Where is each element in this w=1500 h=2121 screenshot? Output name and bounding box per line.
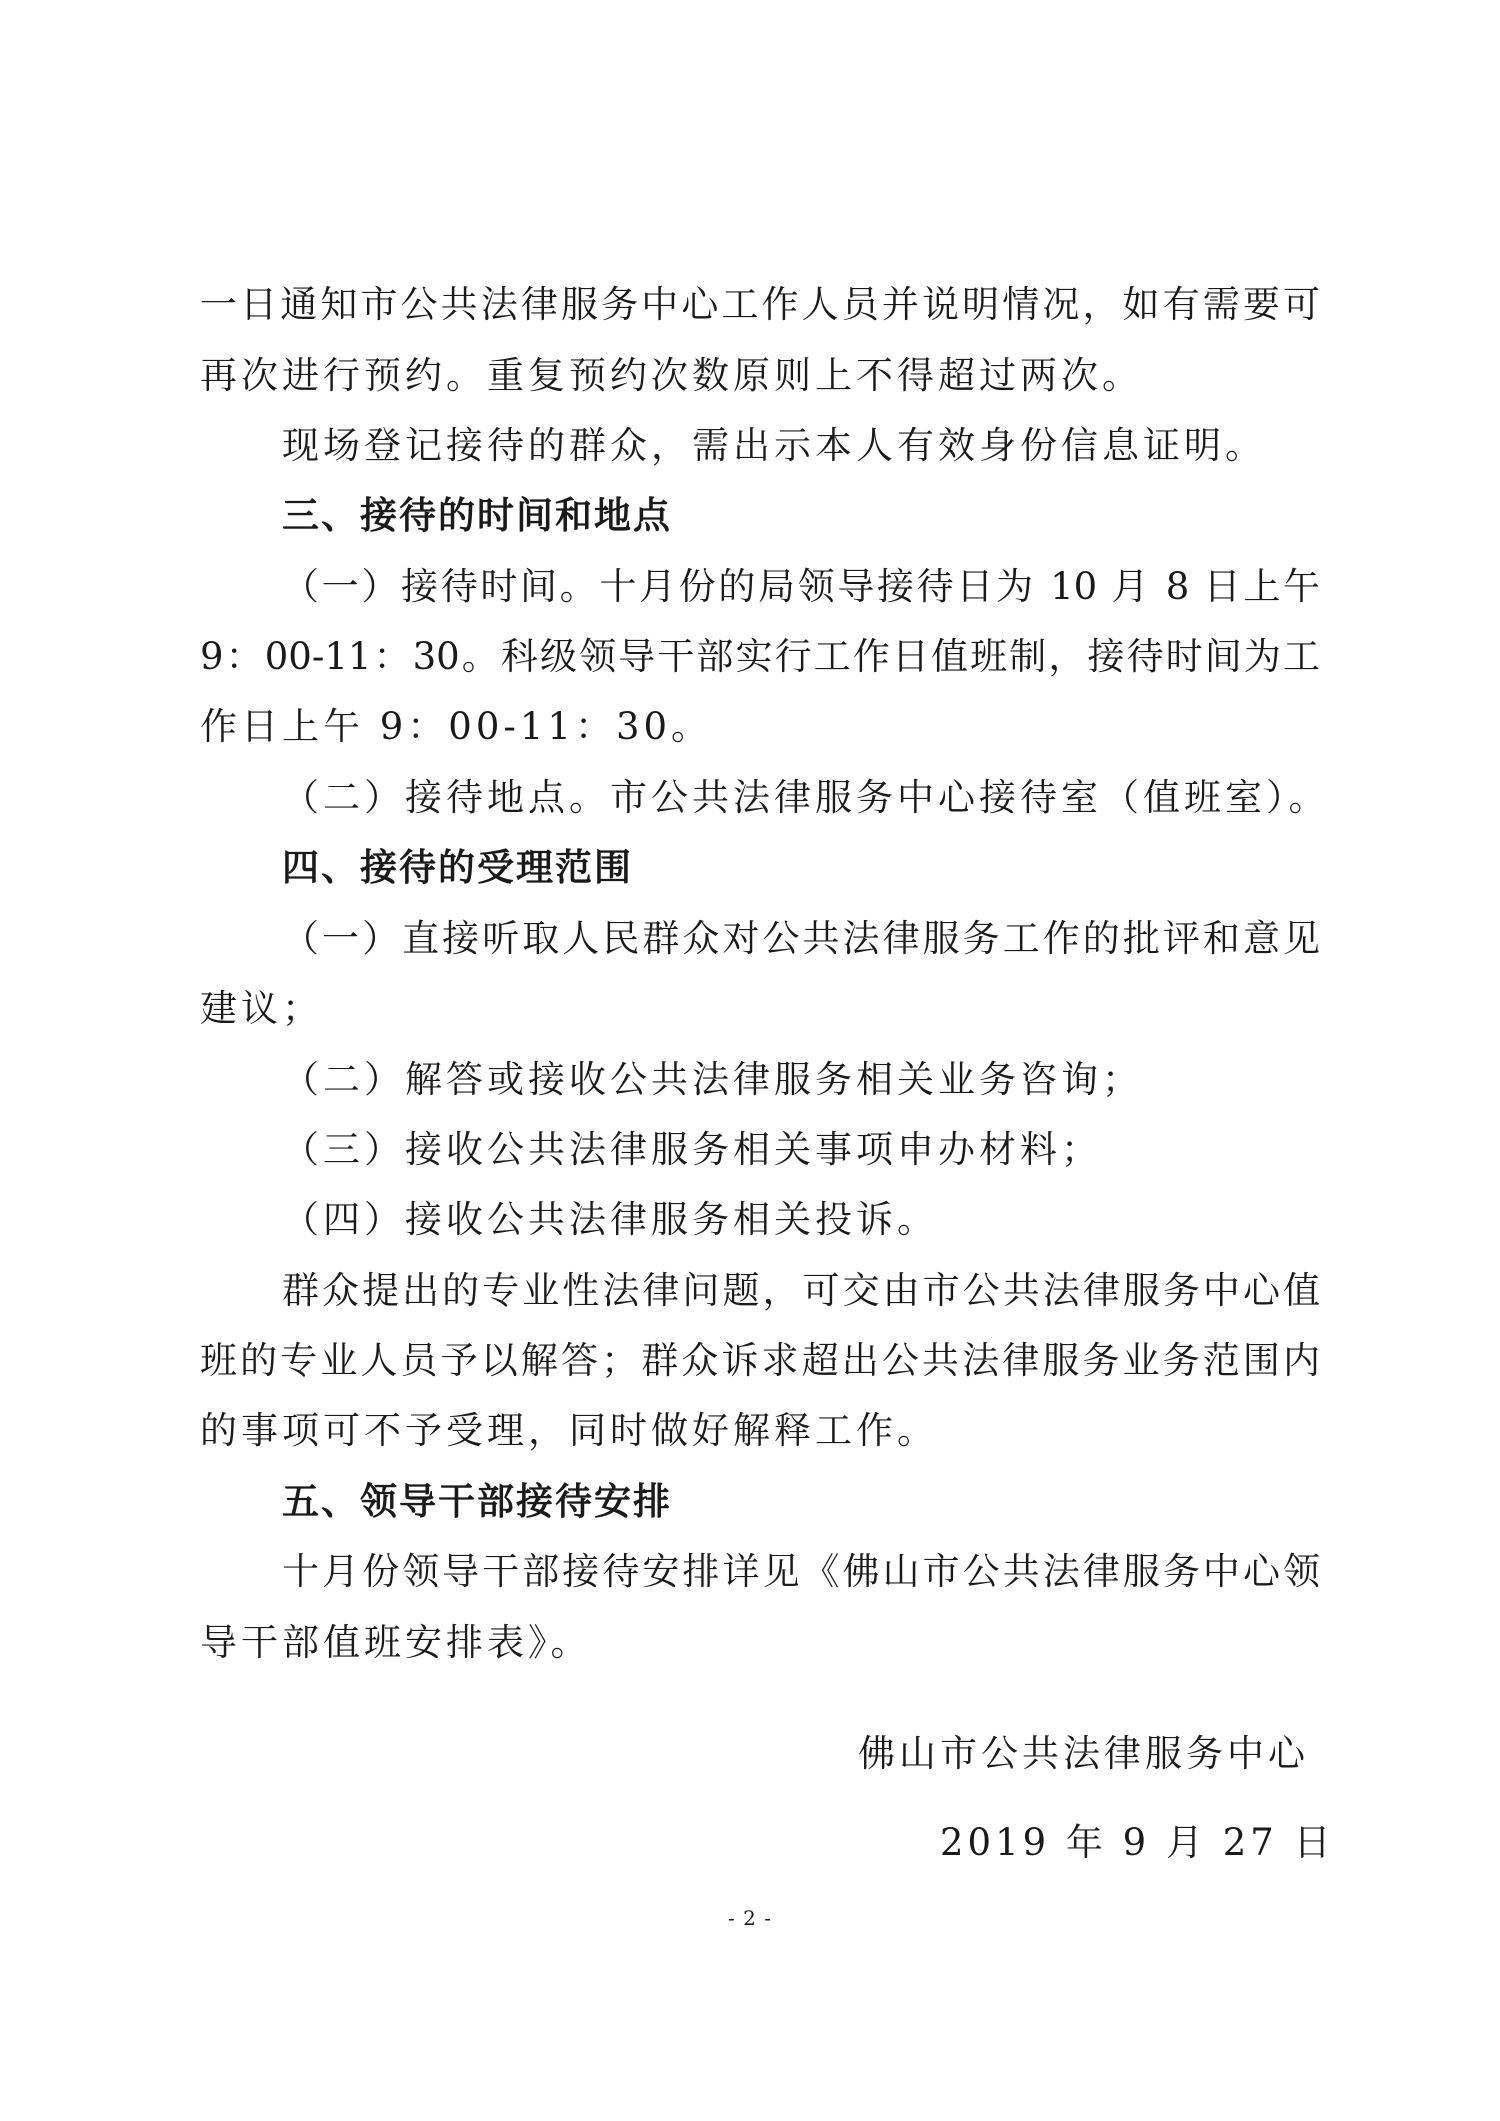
paragraph-line: 的事项可不予受理，同时做好解释工作。	[200, 1409, 938, 1452]
page-number: - 2 -	[728, 1906, 772, 1930]
signature-date: 2019 年 9 月 27 日	[940, 1821, 1335, 1864]
signature-organization: 佛山市公共法律服务中心	[858, 1732, 1309, 1775]
paragraph-line: 班的专业人员予以解答；群众诉求超出公共法律服务业务范围内	[200, 1339, 1320, 1382]
section-heading: 三、接待的时间和地点	[282, 494, 672, 537]
paragraph-line: 作日上午 9：00-11：30。	[200, 705, 713, 748]
paragraph-line: 十月份领导干部接待安排详见《佛山市公共法律服务中心领	[282, 1550, 1320, 1593]
paragraph-line: 再次进行预约。重复预约次数原则上不得超过两次。	[200, 354, 1143, 397]
paragraph-line: 群众提出的专业性法律问题，可交由市公共法律服务中心值	[282, 1269, 1320, 1312]
paragraph-line: 9：00-11：30。科级领导干部实行工作日值班制，接待时间为工	[200, 635, 1320, 678]
paragraph-line: （一）直接听取人民群众对公共法律服务工作的批评和意见	[282, 917, 1320, 960]
paragraph-line: （二）接待地点。市公共法律服务中心接待室（值班室）。	[282, 776, 1330, 819]
paragraph-line: 一日通知市公共法律服务中心工作人员并说明情况，如有需要可	[200, 283, 1320, 326]
paragraph-line: （三）接收公共法律服务相关事项申办材料；	[282, 1128, 1102, 1171]
paragraph-line: 现场登记接待的群众，需出示本人有效身份信息证明。	[282, 424, 1266, 467]
section-heading: 四、接待的受理范围	[282, 846, 633, 889]
paragraph-line: （二）解答或接收公共法律服务相关业务咨询；	[282, 1058, 1143, 1101]
paragraph-line: 导干部值班安排表》。	[200, 1621, 592, 1664]
paragraph-line: （四）接收公共法律服务相关投诉。	[282, 1198, 938, 1241]
paragraph-line: 建议；	[200, 987, 323, 1030]
section-heading: 五、领导干部接待安排	[282, 1480, 672, 1523]
paragraph-line: （一）接待时间。十月份的局领导接待日为 10 月 8 日上午	[282, 565, 1320, 608]
